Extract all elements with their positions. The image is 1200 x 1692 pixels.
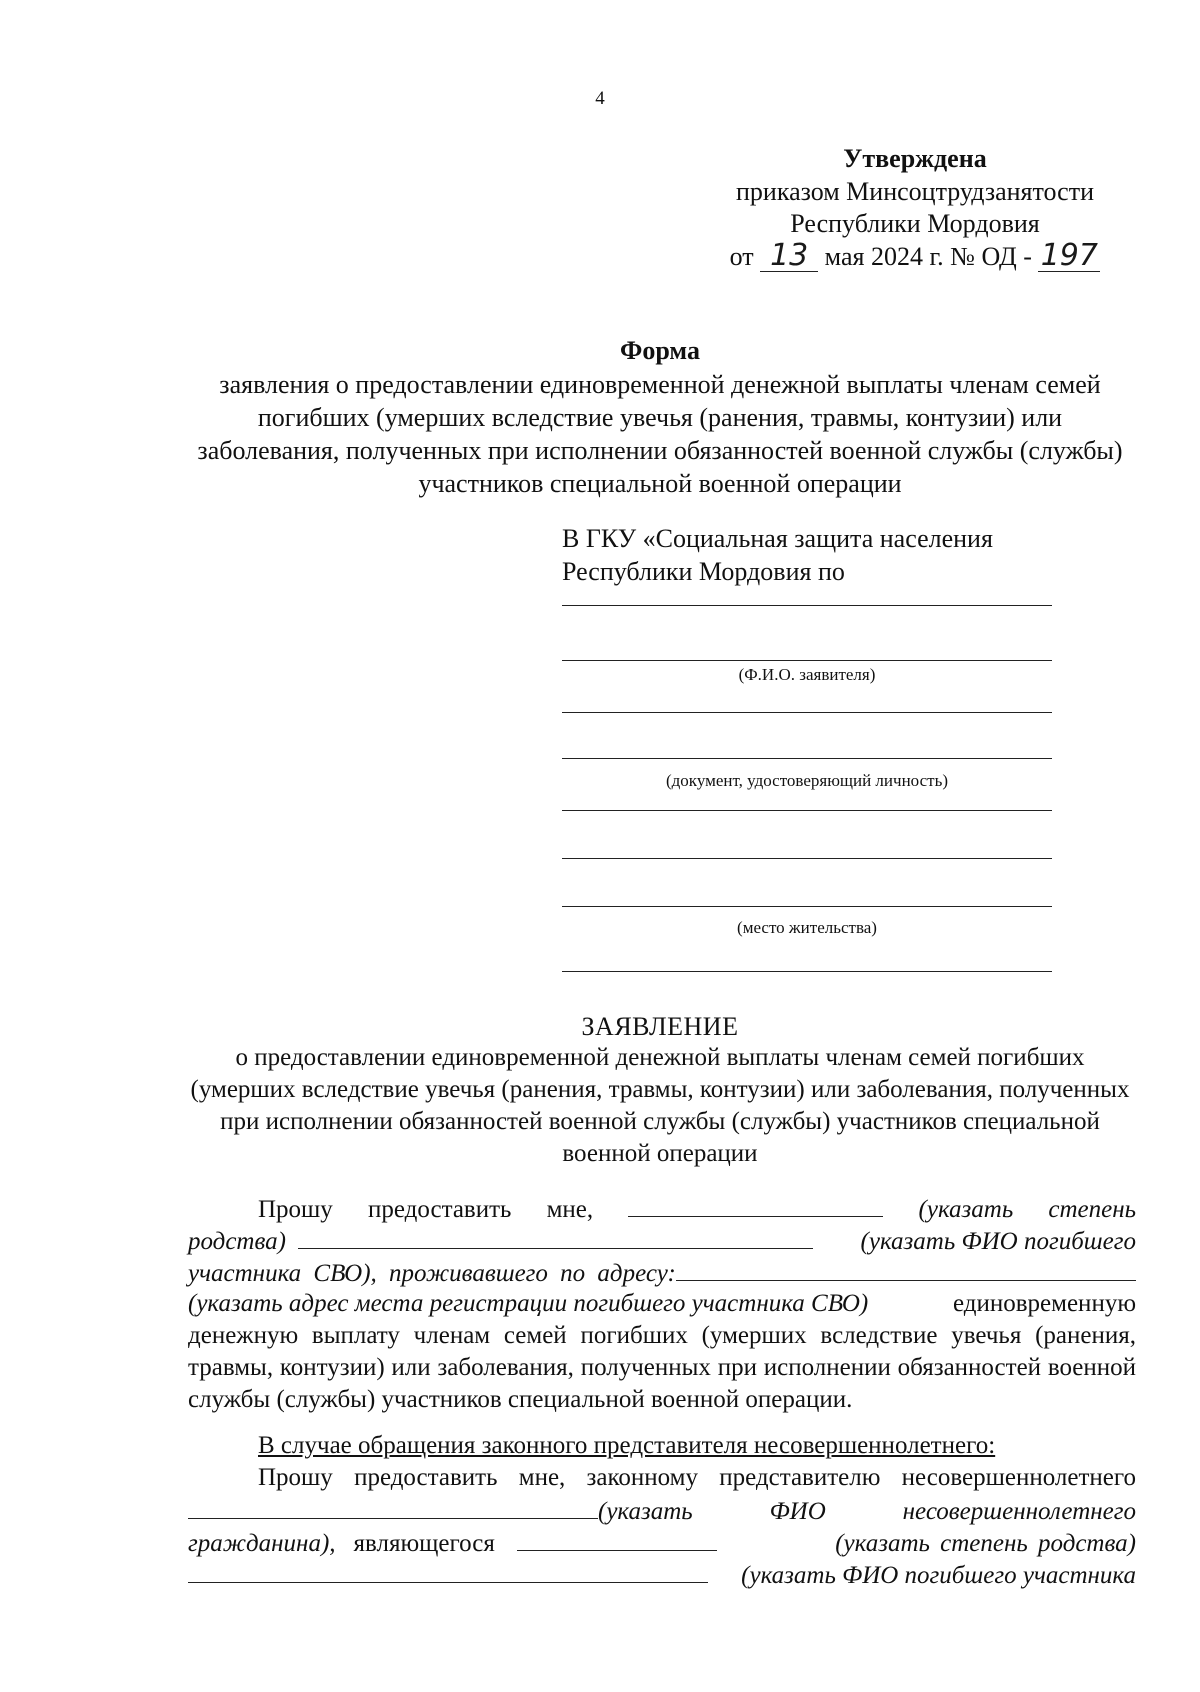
caption-fio: (Ф.И.О. заявителя): [738, 665, 876, 684]
from-label: от: [729, 242, 754, 271]
body-r1-b: предоставить: [368, 1196, 512, 1223]
page-number: 4: [595, 88, 605, 109]
addressee-line-2: Республики Мордовия по: [562, 557, 845, 586]
body-r3-a: участника СВО), проживавшего по адресу:: [188, 1260, 676, 1287]
identity-document-line[interactable]: [562, 758, 1052, 759]
minor-row-3: [188, 1526, 1136, 1558]
body-r1-d: (указать: [918, 1196, 1014, 1223]
minor-row-2: [188, 1494, 1136, 1526]
form-title: Форма: [620, 336, 700, 365]
minor-r4-a: (указать ФИО погибшего участника: [741, 1562, 1136, 1589]
body-row-4: [188, 1288, 1136, 1320]
body-r2-b: (указать ФИО погибшего: [860, 1228, 1136, 1255]
minor-r1: Прошу предоставить мне, законному представителю несовершеннолетнего: [258, 1464, 1136, 1491]
addressee-fill-line-6[interactable]: [562, 858, 1052, 859]
approval-date-number: [700, 240, 1130, 273]
minor-r3-b: являющегося: [353, 1530, 495, 1557]
deceased-address-field[interactable]: [676, 1256, 1136, 1281]
minor-kinship-field[interactable]: [517, 1526, 717, 1551]
handwritten-order-number: 197: [1038, 241, 1100, 272]
date-middle-text: мая 2024 г. № ОД -: [824, 242, 1032, 271]
addressee-fill-line-3[interactable]: [562, 712, 1052, 713]
handwritten-day: 13: [760, 241, 818, 272]
body-r1-e: степень: [1048, 1196, 1137, 1223]
body-r1-c: мне,: [546, 1196, 594, 1223]
addressee-fill-line-5[interactable]: [562, 810, 1052, 811]
approval-region-line: Республики Мордовия: [790, 209, 1040, 238]
applicant-fio-line[interactable]: [562, 660, 1052, 661]
minor-r2-b: ФИО: [769, 1498, 826, 1525]
minor-deceased-fio-field[interactable]: [188, 1558, 708, 1583]
approval-title: Утверждена: [843, 144, 987, 173]
approval-order-line: приказом Минсоцтрудзанятости: [736, 177, 1094, 206]
minor-heading: [258, 1430, 995, 1462]
body-row-1: [188, 1192, 1136, 1224]
form-description: заявления о предоставлении единовременной денежной выплаты членам семей погибших (умерших вследствие увечья (ранения, травмы, контузии) или заболевания, полученных при исполнении обязанностей военной службы (службы) участников специальной военной операции: [197, 370, 1123, 498]
statement-title: ЗАЯВЛЕНИЕ: [581, 1012, 739, 1041]
body-r4-a: (указать адрес места регистрации погибшего участника СВО): [188, 1290, 869, 1317]
caption-document: (документ, удостоверяющий личность): [666, 771, 948, 790]
body-r1-a: Прошу: [258, 1196, 333, 1223]
body-row-3: [188, 1256, 1136, 1288]
statement-subtitle: о предоставлении единовременной денежной выплаты членам семей погибших (умерших вследствие увечья (ранения, травмы, контузии) или заболевания, полученных при исполнении обязанностей военной службы (службы) участников специальной военной операции: [190, 1044, 1130, 1167]
minor-fio-field[interactable]: [188, 1494, 598, 1519]
minor-r3-a: гражданина),: [188, 1530, 336, 1557]
body-paragraph-rest: денежную выплату членам семей погибших (умерших вследствие увечья (ранения, травмы, контузии) или заболевания, полученных при исполнении обязанностей военной службы (службы) участников специальной военной операции.: [188, 1322, 1136, 1413]
addressee-fill-line-1[interactable]: [562, 605, 1052, 606]
caption-residence: (место жительства): [737, 918, 877, 937]
residence-line[interactable]: [562, 906, 1052, 907]
addressee-line-1: В ГКУ «Социальная защита населения: [562, 524, 993, 553]
kinship-degree-field[interactable]: [628, 1192, 883, 1217]
body-r4-b: единовременную: [953, 1290, 1136, 1317]
minor-r2-c: несовершеннолетнего: [902, 1498, 1136, 1525]
minor-r3-c: (указать степень родства): [835, 1530, 1136, 1557]
minor-r2-a: (указать: [598, 1498, 693, 1525]
minor-row-1: [188, 1462, 1136, 1494]
minor-row-4: [188, 1558, 1136, 1590]
addressee-fill-line-8[interactable]: [562, 971, 1052, 972]
body-r2-a: родства): [188, 1228, 286, 1255]
body-row-2: [188, 1224, 1136, 1256]
minor-heading-text: В случае обращения законного представителя несовершеннолетнего:: [258, 1432, 996, 1459]
deceased-fio-field[interactable]: [298, 1224, 813, 1249]
